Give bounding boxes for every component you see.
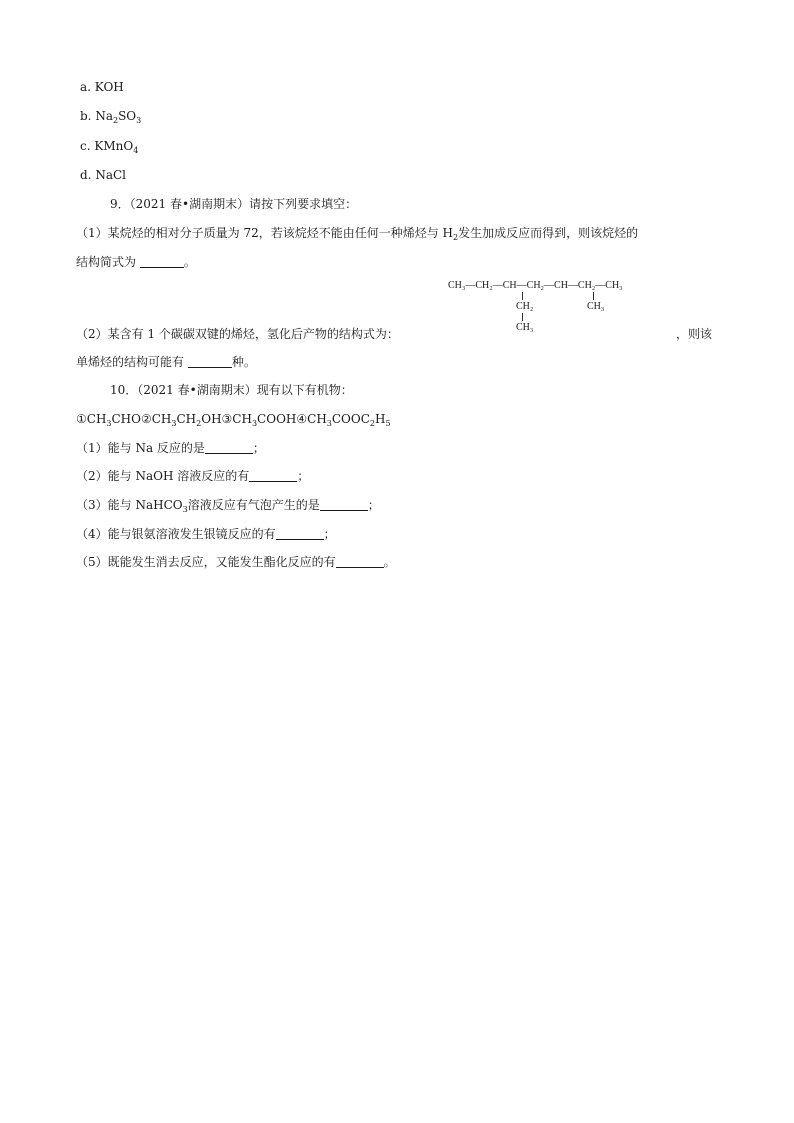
formula-main-chain: CH₃—CH₂—CH—CH₂—CH—CH₂—CH₃: [448, 280, 623, 291]
formula-branch-ch2: CH₂: [516, 301, 534, 312]
answer-blank[interactable]: [336, 555, 384, 568]
answer-blank[interactable]: [320, 498, 368, 511]
option-a: a. KOH: [80, 80, 124, 94]
q10-sub3: （3）能与 NaHCO$_3$溶液反应有气泡产生的是 ；: [76, 498, 380, 514]
q9-part1-line2: 结构简式为 。: [76, 255, 196, 269]
answer-blank[interactable]: [188, 355, 232, 368]
option-c: c. KMnO$_4$: [80, 139, 139, 155]
structural-formula: [446, 276, 686, 340]
q10-sub5: （5）既能发生消去反应，又能发生酯化反应的有 。: [76, 555, 396, 569]
option-d: d. NaCl: [80, 168, 126, 182]
q10-sub1: （1）能与 Na 反应的是 ；: [76, 441, 265, 455]
q9-part2-line1-a: （2）某含有 1 个碳碳双键的烯烃，氢化后产物的结构式为：: [76, 327, 399, 341]
answer-blank[interactable]: [276, 527, 324, 540]
formula-bond: [593, 292, 594, 300]
option-b: b. $Na_2SO_3$: [80, 109, 142, 125]
answer-blank[interactable]: [140, 255, 184, 268]
formula-branch-ch3: CH₃: [516, 322, 534, 333]
formula-bond: [522, 313, 523, 321]
formula-branch2-ch3: CH₃: [587, 301, 605, 312]
answer-blank[interactable]: [249, 469, 297, 482]
formula-bond: [522, 292, 523, 300]
q10-compounds: $①CH_3CHO②CH_3CH_2OH③CH_3COOH④CH_3COOC_2H_5$: [76, 412, 391, 428]
q9-title: 9．（2021 春•湖南期末）请按下列要求填空：: [110, 197, 358, 211]
q9-part1-line1: （1）某烷烃的相对分子质量为 72，若该烷烃不能由任何一种烯烃与 $H_2$发生加成反应而得到，则该烷烃的: [76, 226, 639, 242]
answer-blank[interactable]: [205, 441, 253, 454]
q10-sub4: （4）能与银氨溶液发生银镜反应的有 ；: [76, 527, 336, 541]
q9-part2-line2: 单烯烃的结构可能有 种。: [76, 355, 256, 369]
q10-title: 10．（2021 春•湖南期末）现有以下有机物：: [110, 383, 353, 397]
q10-sub2: （2）能与 NaOH 溶液反应的有 ；: [76, 469, 310, 483]
q9-part2-line1-b: ，则该: [676, 327, 713, 341]
